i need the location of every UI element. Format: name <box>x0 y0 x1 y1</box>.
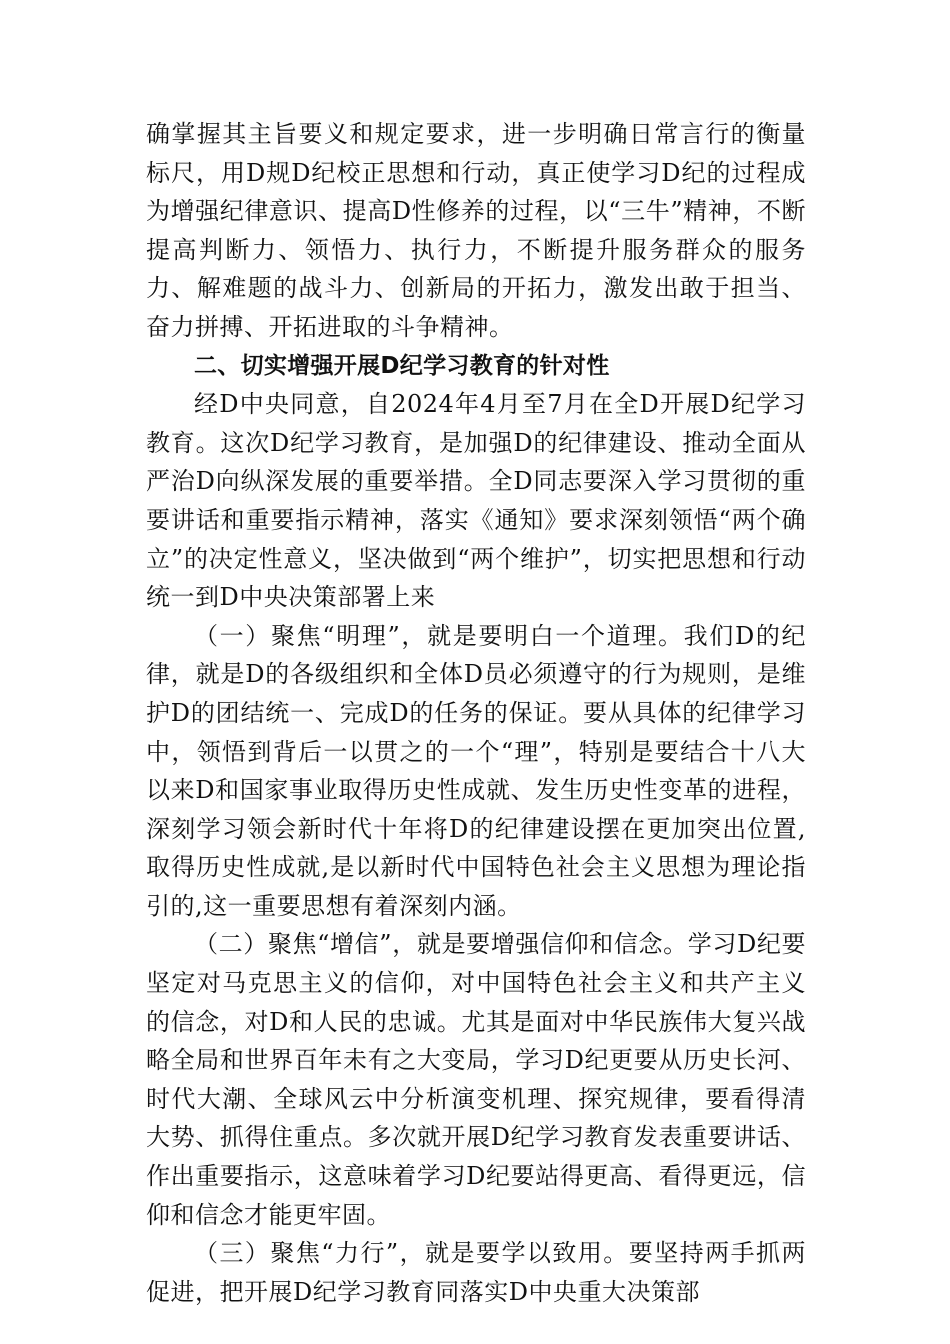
paragraph-continuation: 确掌握其主旨要义和规定要求，进一步明确日常言行的衡量标尺，用D规D纪校正思想和行动，真正使学习D纪的过程成为增强纪律意识、提高D性修养的过程，以“三牛”精神，不断提高判断力、领悟力、执行力，不断提升服务群众的服务力、解难题的战斗力、创新局的开拓力，激发出敢于担当、奋力拼搏、开拓进取的斗争精神。 <box>146 120 806 341</box>
paragraph-intro: 经D中央同意，自2024年4月至7月在全D开展D纪学习教育。这次D纪学习教育，是加强D的纪律建设、推动全面从严治D向纵深发展的重要举措。全D同志要深入学习贯彻的重要讲话和重要指示精神，落实《通知》要求深刻领悟“两个确立”的决定性意义，坚决做到“两个维护”，切实把思想和行动统一到D中央决策部署上来 <box>146 390 806 612</box>
paragraph-zengxin: （二）聚焦“增信”，就是要增强信仰和信念。学习D纪要坚定对马克思主义的信仰，对中国特色社会主义和共产主义的信念，对D和人民的忠诚。尤其是面对中华民族伟大复兴战略全局和世界百年未有之大变局，学习D纪更要从历史长河、时代大潮、全球风云中分析演变机理、探究规律，要看得清大势、抓得住重点。多次就开展D纪学习教育发表重要讲话、作出重要指示，这意味着学习D纪要站得更高、看得更远，信仰和信念才能更牢固。 <box>146 930 806 1229</box>
paragraph-mingli: （一）聚焦“明理”，就是要明白一个道理。我们D的纪律，就是D的各级组织和全体D员必须遵守的行为规则，是维护D的团结统一、完成D的任务的保证。要从具体的纪律学习中，领悟到背后一以贯之的一个“理”，特别是要结合十八大以来D和国家事业取得历史性成就、发生历史性变革的进程，深刻学习领会新时代十年将D的纪律建设摆在更加突出位置,取得历史性成就,是以新时代中国特色社会主义思想为理论指引的,这一重要思想有着深刻内涵。 <box>146 621 806 920</box>
section-heading: 二、切实增强开展D纪学习教育的针对性 <box>194 352 610 379</box>
paragraph-lixing: （三）聚焦“力行”，就是要学以致用。要坚持两手抓两促进，把开展D纪学习教育同落实D中央重大决策部 <box>146 1239 806 1306</box>
document-page <box>146 115 806 1311</box>
